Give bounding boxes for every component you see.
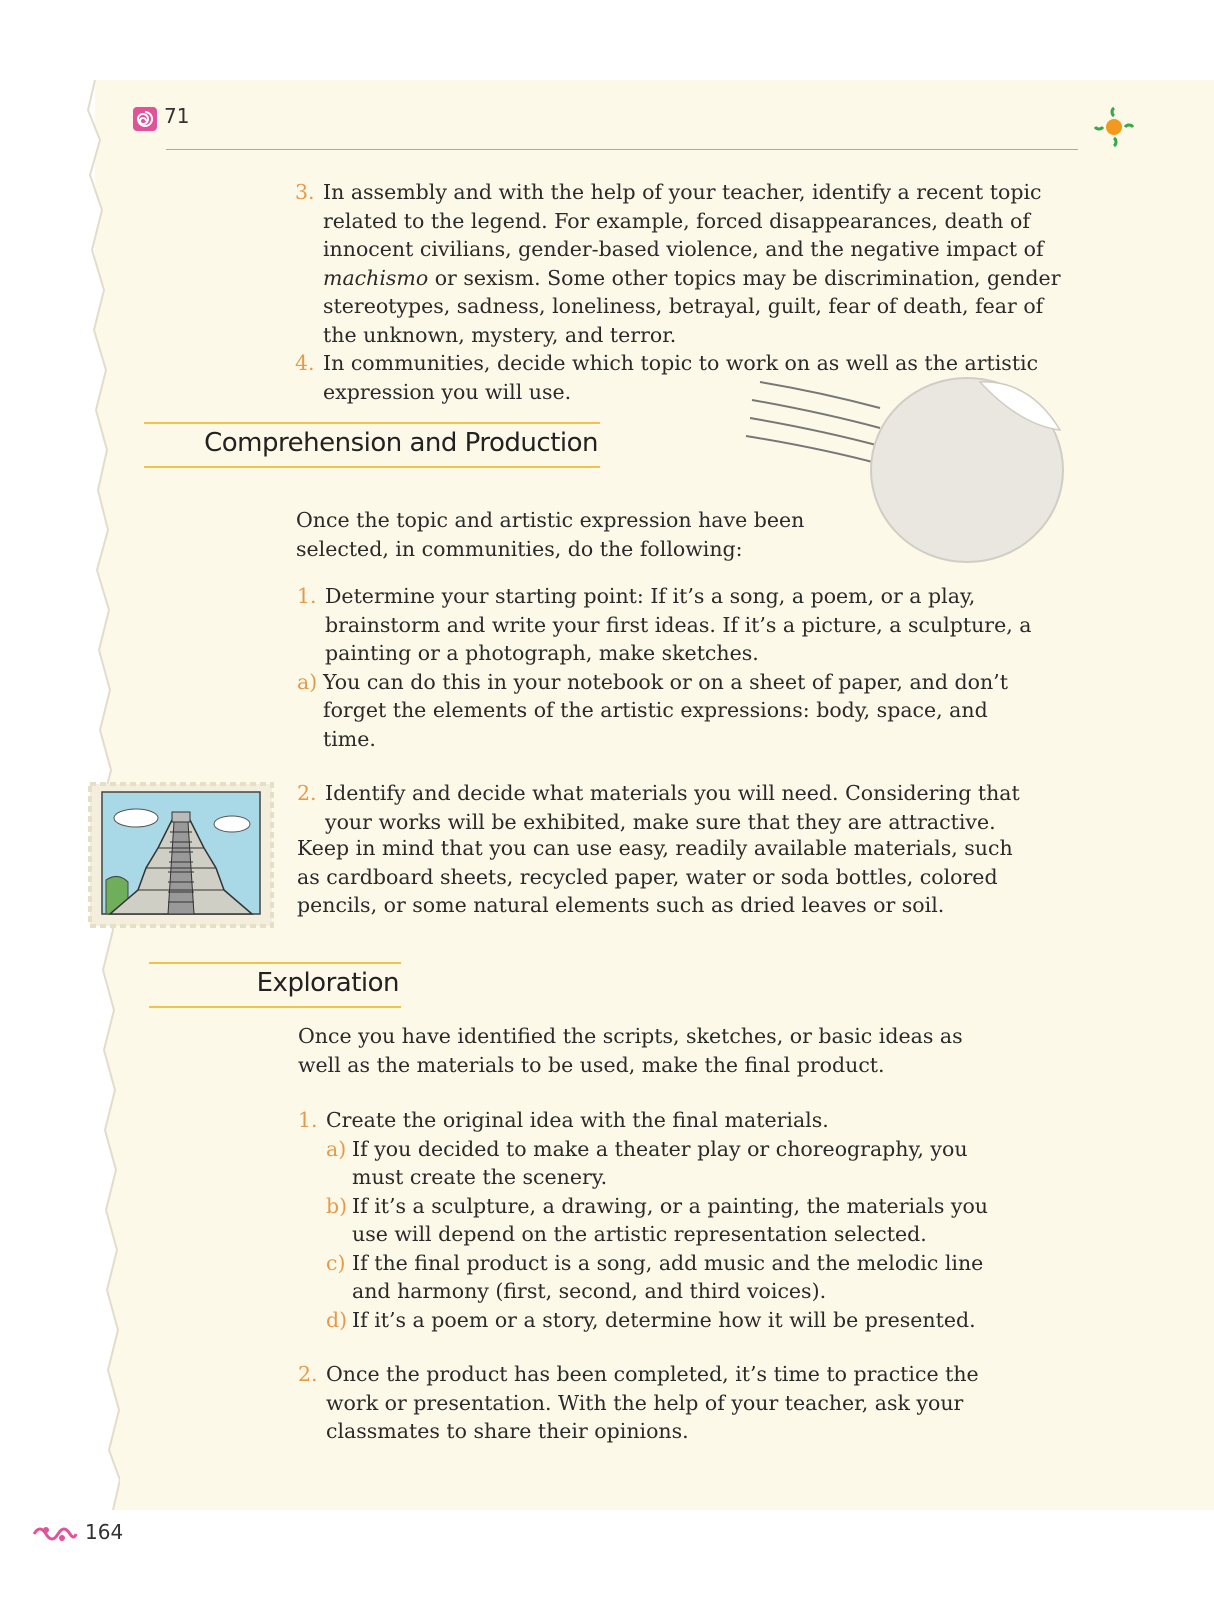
exploration-intro: Once you have identified the scripts, sketches, or basic ideas as well as the materials to be used, make the final product. <box>298 1024 963 1077</box>
item-number: 2. <box>297 781 317 805</box>
sub-item <box>326 1249 1018 1306</box>
ornament-icon <box>30 1522 78 1546</box>
comprehension-items <box>297 582 1037 836</box>
item-number: 3. <box>295 180 315 204</box>
comprehension-note: Keep in mind that you can use easy, readily available materials, such as cardboard sheets, recycled paper, water or soda bottles, colored pencils, or some natural elements such as dried leaves or soil. <box>297 836 1013 917</box>
list-item <box>298 1106 1018 1135</box>
item-text-italic: machismo <box>323 265 429 290</box>
list-item <box>295 178 1065 349</box>
header-rule <box>166 149 1078 150</box>
sub-item-text: You can do this in your notebook or on a sheet of paper, and don’t forget the elements of the artistic expressions: body, space, and time. <box>323 669 1008 751</box>
comprehension-intro: Once the topic and artistic expression have been selected, in communities, do the following: <box>296 508 805 561</box>
sub-item-letter: c) <box>326 1250 346 1275</box>
list-item <box>298 1360 1018 1446</box>
spiral-glyph-icon <box>132 106 158 132</box>
heading-rule-bottom <box>144 466 600 468</box>
sub-item-letter: a) <box>326 1136 347 1161</box>
section-heading-comprehension <box>144 422 600 468</box>
sub-item <box>326 1135 1018 1192</box>
list-item <box>297 779 1037 836</box>
item-number: 1. <box>297 584 317 608</box>
sub-item-letter: d) <box>326 1307 348 1332</box>
item-text: In communities, decide which topic to work on as well as the artistic expression you will use. <box>323 351 1039 404</box>
item-number: 4. <box>295 351 315 375</box>
sub-item <box>297 668 1037 754</box>
sub-item-letter: a) <box>297 669 318 694</box>
heading-rule-top <box>144 422 600 424</box>
item-text: Once the product has been completed, it’s time to practice the work or presentation. With the help of your teacher, ask your classmates to share their opinions. <box>326 1362 979 1443</box>
exploration-items <box>298 1106 1018 1446</box>
item-number: 1. <box>298 1108 318 1132</box>
sub-item <box>326 1306 1018 1335</box>
section-title: Comprehension and Production <box>204 428 598 458</box>
item-text: Identify and decide what materials you will need. Considering that your works will be exhibited, make sure that they are attractive. <box>325 781 1020 834</box>
sub-item-letter: b) <box>326 1193 348 1218</box>
pyramid-stamp-illustration <box>88 782 274 928</box>
page-number: 164 <box>85 1520 124 1544</box>
sub-item <box>326 1192 1018 1249</box>
sub-item-text: If it’s a sculpture, a drawing, or a painting, the materials you use will depend on the artistic representation selected. <box>352 1193 988 1246</box>
item-text: In assembly and with the help of your teacher, identify a recent topic related to the legend. For example, forced disappearances, death of innocent civilians, gender-based violence, and the negative impact of <box>323 180 1044 261</box>
sub-item-text: If you decided to make a theater play or choreography, you must create the scenery. <box>352 1136 968 1189</box>
sub-item-text: If it’s a poem or a story, determine how it will be presented. <box>352 1307 976 1332</box>
flower-glyph-icon <box>1091 104 1137 150</box>
lesson-number: 71 <box>164 104 190 128</box>
section-title: Exploration <box>256 968 399 998</box>
item-number: 2. <box>298 1362 318 1386</box>
sub-item-text: If the final product is a song, add music and the melodic line and harmony (first, second, and third voices). <box>352 1250 984 1303</box>
list-item <box>297 582 1037 668</box>
heading-rule-bottom <box>149 1006 401 1008</box>
section-heading-exploration <box>149 962 401 1008</box>
item-text: Determine your starting point: If it’s a song, a poem, or a play, brainstorm and write your first ideas. If it’s a picture, a sculpture, a painting or a photograph, make sketches. <box>325 584 1032 665</box>
heading-rule-top <box>149 962 401 964</box>
item-text: or sexism. Some other topics may be discrimination, gender stereotypes, sadness, loneliness, betrayal, guilt, fear of death, fear of the unknown, mystery, and terror. <box>323 265 1061 347</box>
item-text: Create the original idea with the final materials. <box>326 1108 829 1132</box>
